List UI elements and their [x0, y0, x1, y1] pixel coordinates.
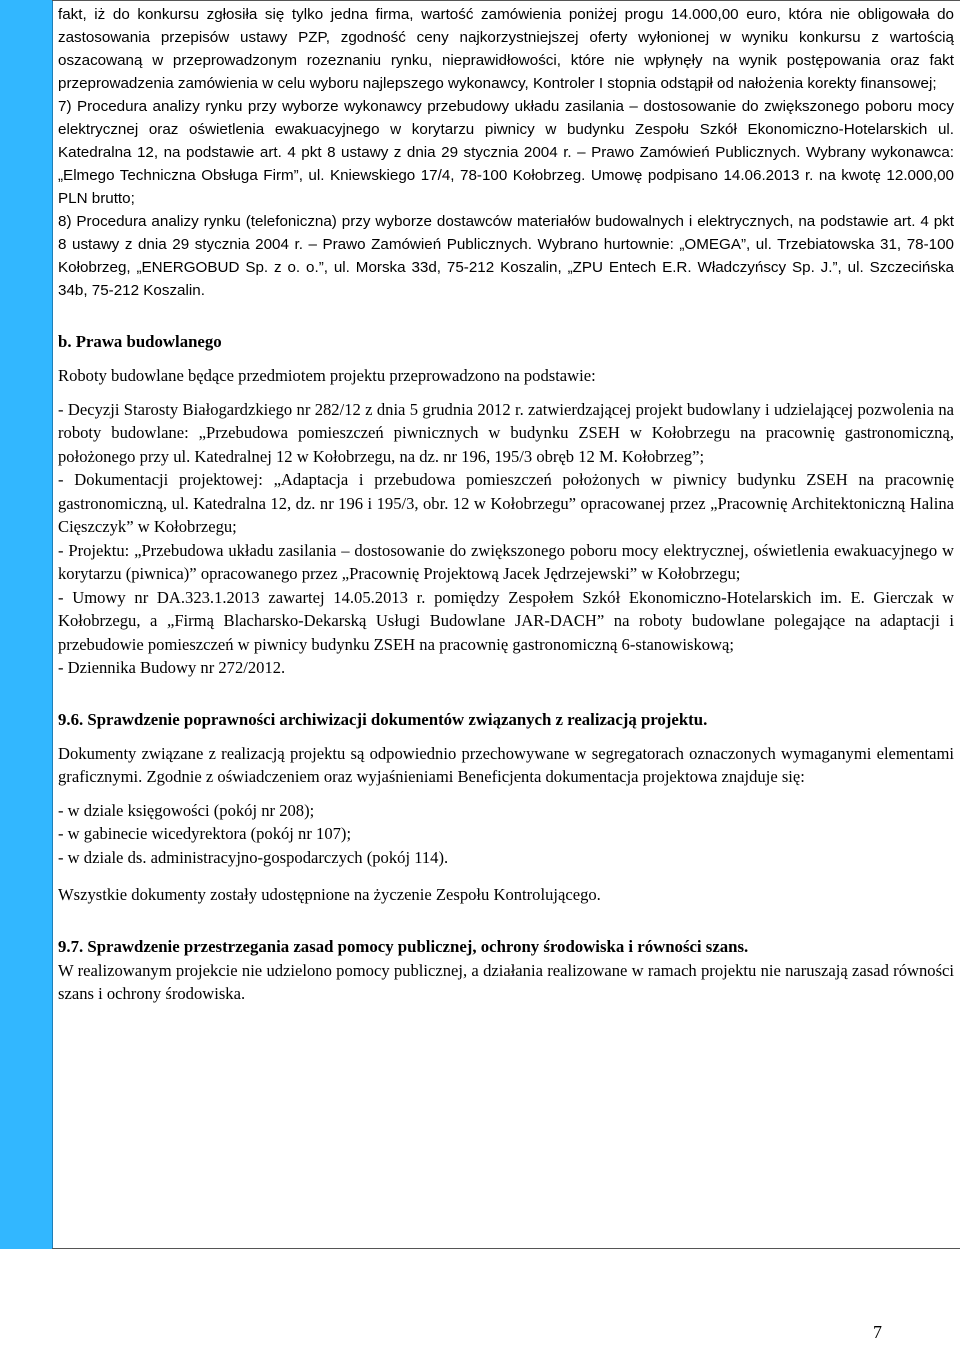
- section-9-6-closing: Wszystkie dokumenty zostały udostępnione na życzenie Zespołu Kontrolującego.: [58, 885, 601, 904]
- section-b-item: - Projektu: „Przebudowa układu zasilania – dostosowanie do zwiększonego poboru mocy elektrycznej, oświetlenia ewakuacyjnego w korytarzu (piwnica)” opracowanego przez „Pracownię Projektową Jacek Jędrzejewski” w Kołobrzegu;: [58, 540, 954, 583]
- location-item: - w gabinecie wicedyrektora (pokój nr 107);: [58, 824, 352, 843]
- page-number: 7: [873, 1322, 882, 1342]
- section-9-7-paragraph: W realizowanym projekcie nie udzielono pomocy publicznej, a działania realizowane w ramach projektu nie naruszają zasad równości szans i ochrony środowiska.: [58, 960, 954, 1003]
- section-b-item: - Decyzji Starosty Białogardzkiego nr 282/12 z dnia 5 grudnia 2012 r. zatwierdzającej projekt budowlany i udzielającej pozwolenia na roboty budowlane: „Przebudowa pomieszczeń piwnicznych w budynku ZSEH w Kołobrzegu na pracownię gastronomiczną, położonego przy ul. Katedralnej 12 w Kołobrzegu, na dz. nr 196, 195/3 obręb 12 M. Kołobrzeg”;: [58, 399, 954, 466]
- section-b-item: - Dziennika Budowy nr 272/2012.: [58, 658, 286, 677]
- section-b-item: - Dokumentacji projektowej: „Adaptacja i przebudowa pomieszczeń położonych w piwnicy budynku ZSEH na pracownię gastronomiczną, ul. Katedralna 12, dz. nr 196 i 195/3, obr. 12 w Kołobrzegu” opracowanej przez „Pracownię Architektoniczną Halina Cięszczyk” w Kołobrzegu;: [58, 470, 954, 536]
- section-9-6-paragraph: Dokumenty związane z realizacją projektu są odpowiednio przechowywane w segregatorach oznaczonych wymaganymi elementami graficznymi. Zgodnie z oświadczeniem oraz wyjaśnieniami Beneficjenta dokumentacja projektowa znajduje się:: [58, 743, 954, 786]
- section-b-heading: b. Prawa budowlanego: [58, 332, 222, 351]
- page-margin-bar: [0, 0, 53, 1249]
- section-9-7-heading: 9.7. Sprawdzenie przestrzegania zasad pomocy publicznej, ochrony środowiska i równości szans.: [58, 936, 749, 956]
- procedure-item-7: 7) Procedura analizy rynku przy wyborze wykonawcy przebudowy układu zasilania – dostosowanie do zwiększonego poboru mocy elektrycznej oraz oświetlenia ewakuacyjnego w korytarzu piwnicy w budynku Zespołu Szkół Ekonomiczno-Hotelarskich ul. Katedralna 12, na podstawie art. 4 pkt 8 ustawy z dnia 29 stycznia 2004 r. – Prawo Zamówień Publicznych. Wybrany wykonawca: „Elmego Techniczna Obsługa Firm”, ul. Kniewskiego 17/4, 78-100 Kołobrzeg. Umowę podpisano 14.06.2013 r. na kwotę 12.000,00 PLN brutto;: [58, 98, 954, 207]
- procedure-item-8: 8) Procedura analizy rynku (telefoniczna) przy wyborze dostawców materiałów budowalnych i elektrycznych, na podstawie art. 4 pkt 8 ustawy z dnia 29 stycznia 2004 r. – Prawo Zamówień Publicznych. Wybrano hurtownie: „OMEGA”, ul. Trzebiatowska 31, 78-100 Kołobrzeg, „ENERGOBUD Sp. z o. o.”, ul. Morska 33d, 75-212 Koszalin, „ZPU Entech E.R. Władczyńscy Sp. J.”, ul. Szczecińska 34b, 75-212 Koszalin.: [58, 213, 954, 299]
- section-b-item: - Umowy nr DA.323.1.2013 zawartej 14.05.2013 r. pomiędzy Zespołem Szkół Ekonomiczno-Hotelarskich im. E. Gierczak w Kołobrzegu, a „Firmą Blacharsko-Dekarską Usługi Budowlane JAR-DACH” na roboty budowlane polegające na adaptacji i przebudowie pomieszczeń w piwnicy budynku ZSEH na pracownię gastronomiczną 6-stanowiskową;: [58, 587, 954, 654]
- location-item: - w dziale księgowości (pokój nr 208);: [58, 800, 315, 820]
- section-9-6-heading: 9.6. Sprawdzenie poprawności archiwizacji dokumentów związanych z realizacją projektu.: [58, 709, 708, 729]
- intro-paragraph: fakt, iż do konkursu zgłosiła się tylko jedna firma, wartość zamówienia poniżej progu 14.000,00 euro, która nie obligowała do zastosowania przepisów ustawy PZP, zgodność ceny najkorzystniejszej oferty wyłonionej w wyniku konkursu z wartością oszacowaną w przeprowadzonym rozeznaniu rynku, nieprawidłowości, które nie wpłynęły na wynik postępowania oraz fakt przeprowadzenia zamówienia w celu wyboru najlepszego wykonawcy, Kontroler I stopnia odstąpił od nałożenia korekty finansowej;: [58, 6, 954, 92]
- document-body: [52, 0, 960, 1249]
- location-item: - w dziale ds. administracyjno-gospodarczych (pokój 114).: [58, 847, 449, 867]
- section-b-lead: Roboty budowlane będące przedmiotem projektu przeprowadzono na podstawie:: [58, 366, 596, 385]
